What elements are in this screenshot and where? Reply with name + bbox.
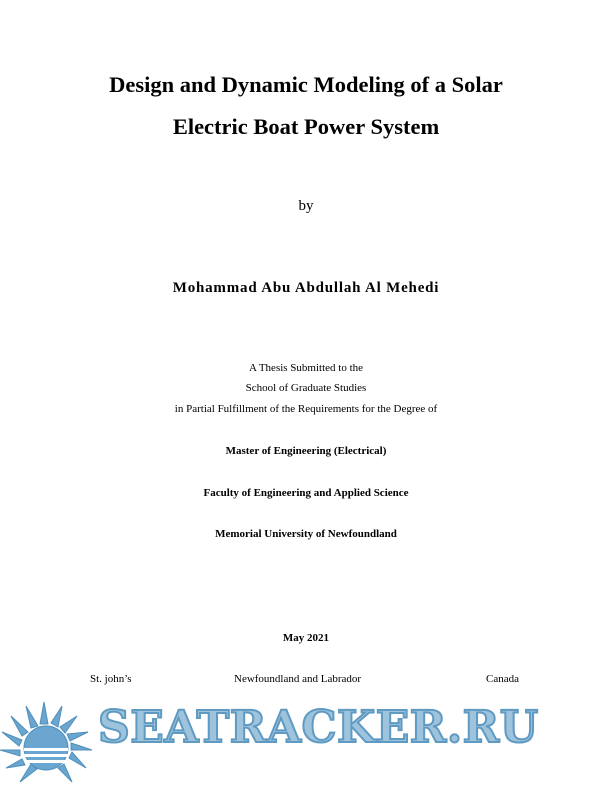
thesis-title-line-1: Design and Dynamic Modeling of a Solar: [109, 72, 503, 97]
watermark-text: SEATRACKER.RU: [98, 702, 539, 753]
author-name: Mohammad Abu Abdullah Al Mehedi: [172, 280, 440, 296]
by-label: by: [298, 198, 314, 214]
place-city: St. john’s: [90, 673, 132, 685]
degree-name: Master of Engineering (Electrical): [225, 445, 387, 457]
submission-line-1: A Thesis Submitted to the: [248, 362, 364, 374]
watermark: [0, 698, 612, 792]
place-province: Newfoundland and Labrador: [234, 673, 362, 685]
submission-line-2: School of Graduate Studies: [245, 382, 367, 394]
submission-date: May 2021: [282, 632, 330, 644]
submission-line-3: in Partial Fulfillment of the Requirements for the Degree of: [174, 403, 438, 415]
place-country: Canada: [486, 673, 519, 685]
thesis-title-line-2: Electric Boat Power System: [172, 114, 440, 139]
faculty-name: Faculty of Engineering and Applied Science: [203, 487, 409, 499]
sun-icon: [0, 698, 96, 792]
university-name: Memorial University of Newfoundland: [215, 528, 397, 540]
